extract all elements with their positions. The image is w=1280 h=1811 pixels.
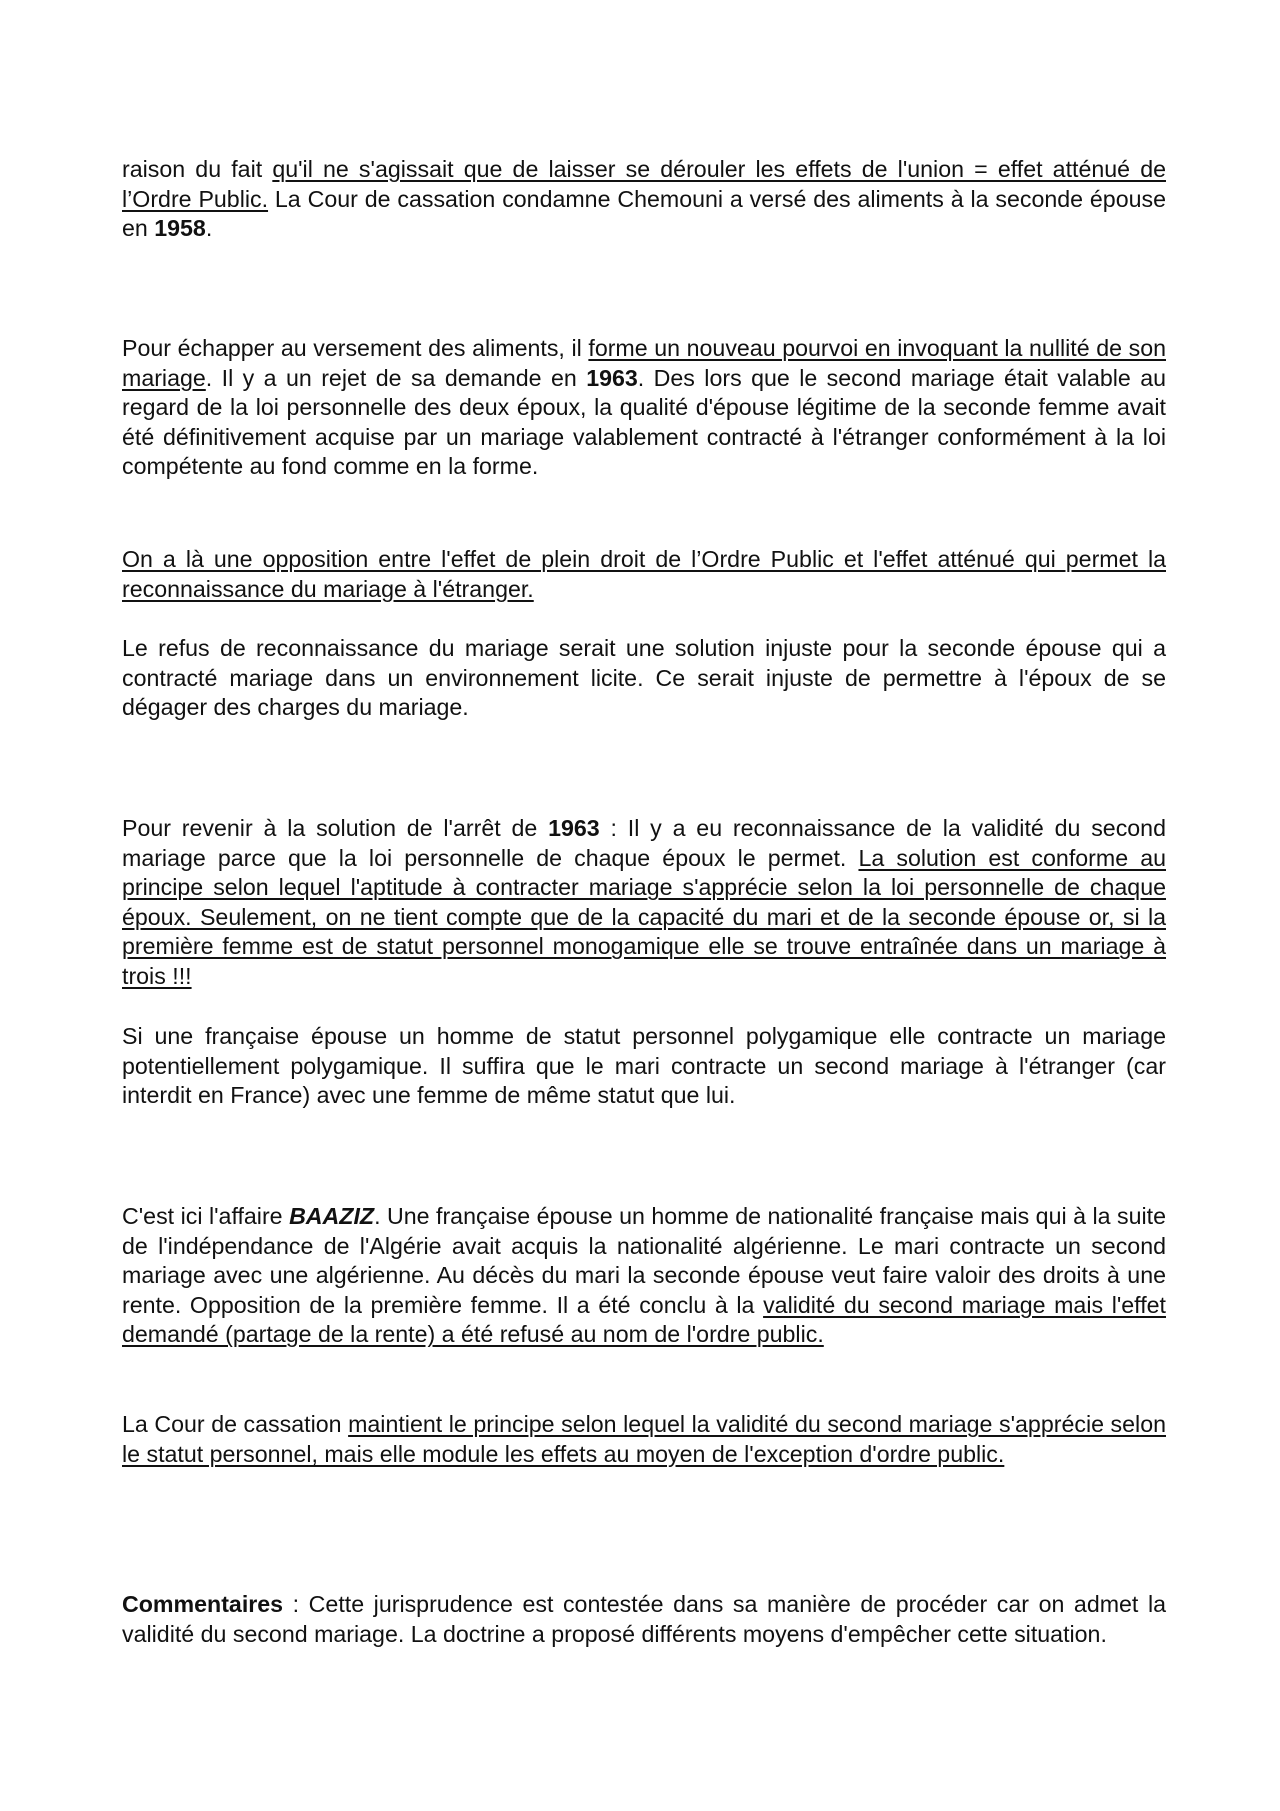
text-segment: La Cour de cassation <box>122 1411 349 1437</box>
text-segment: Pour échapper au versement des aliments, il <box>122 335 589 361</box>
paragraph-pourvoi-1963 <box>122 334 1166 482</box>
case-name-baaziz: BAAZIZ <box>289 1203 375 1229</box>
text-segment: . <box>205 215 213 242</box>
text-segment: La Cour de cassation condamne Chemouni a versé des aliments à la seconde épouse en <box>122 185 1166 242</box>
paragraph-commentaires <box>122 1590 1166 1649</box>
text-segment: Pour revenir à la solution de l'arrêt de <box>122 815 549 841</box>
underlined-segment: La solution est conforme au principe selon lequel l'aptitude à contracter mariage s'apprécie selon la loi personnelle de chaque époux. Seulement, on ne tient compte que de la capacité du mari et de la seconde épouse or, si la première femme est de statut personnel monogamique elle se trouve entraînée dans un mariage à trois !!! <box>122 844 1166 989</box>
paragraph-cour-cassation <box>122 1410 1166 1469</box>
underlined-segment: qu'il ne s'agissait que de laisser se dérouler les effets de l'union = effet atténué de l’Ordre Public. <box>122 156 1166 212</box>
text-segment: . Des lors que le second mariage était valable au regard de la loi personnelle des deux époux, la qualité d'épouse légitime de la seconde femme avait été définitivement acquise par un mariage valablement contracté à l'étranger conformément à la loi compétente au fond comme en la forme. <box>122 364 1166 480</box>
text-segment: . Une française épouse un homme de nationalité française mais qui à la suite de l'indépendance de l'Algérie avait acquis la nationalité algérienne. Le mari contracte un second mariage avec une algérienne. Au décès du mari la seconde épouse veut faire valoir des droits à une rente. Opposition de la première femme. Il a été conclu à la <box>122 1203 1166 1318</box>
underlined-segment: validité du second mariage mais l'effet demandé (partage de la rente) a été refusé au nom de l'ordre public. <box>122 1291 1166 1348</box>
paragraph-francaise <box>122 1022 1166 1111</box>
paragraph-baaziz <box>122 1202 1166 1350</box>
paragraph-chemouni-1958 <box>122 155 1166 244</box>
text-segment: Le refus de reconnaissance du mariage serait une solution injuste pour la seconde épouse qui a contracté mariage dans un environnement licite. Ce serait injuste de permettre à l'époux de se dégager des charges du mariage. <box>122 635 1166 721</box>
text-segment: Si une française épouse un homme de statut personnel polygamique elle contracte un mariage potentiellement polygamique. Il suffira que le mari contracte un second mariage à l'étranger (car interdit en France) avec une femme de même statut que lui. <box>122 1023 1166 1109</box>
year-1958: 1958 <box>154 215 206 242</box>
paragraph-opposition <box>122 545 1166 604</box>
text-segment: : Il y a eu reconnaissance de la validité du second mariage parce que la loi personnelle de chaque époux le permet. <box>122 815 1166 871</box>
underlined-segment: On a là une opposition entre l'effet de plein droit de l’Ordre Public et l'effet atténué qui permet la reconnaissance du mariage à l'étranger. <box>122 546 1166 602</box>
underlined-segment: maintient le principe selon lequel la validité du second mariage s'apprécie selon le statut personnel, mais elle module les effets au moyen de l'exception d'ordre public. <box>122 1411 1166 1467</box>
text-segment: . Il y a un rejet de sa demande en <box>205 364 587 391</box>
underlined-segment: forme un nouveau pourvoi en invoquant la nullité de son mariage <box>122 335 1166 391</box>
text-segment: C'est ici l'affaire <box>122 1203 290 1229</box>
paragraph-refus <box>122 634 1166 723</box>
text-segment: : Cette jurisprudence est contestée dans sa manière de procéder car on admet la validité du second mariage. La doctrine a proposé différents moyens d'empêcher cette situation. <box>122 1591 1166 1647</box>
text-segment: raison du fait <box>122 156 273 182</box>
year-1963: 1963 <box>548 815 600 841</box>
commentaires-label: Commentaires <box>122 1591 284 1617</box>
year-1963: 1963 <box>586 364 638 391</box>
paragraph-solution-1963 <box>122 814 1166 992</box>
